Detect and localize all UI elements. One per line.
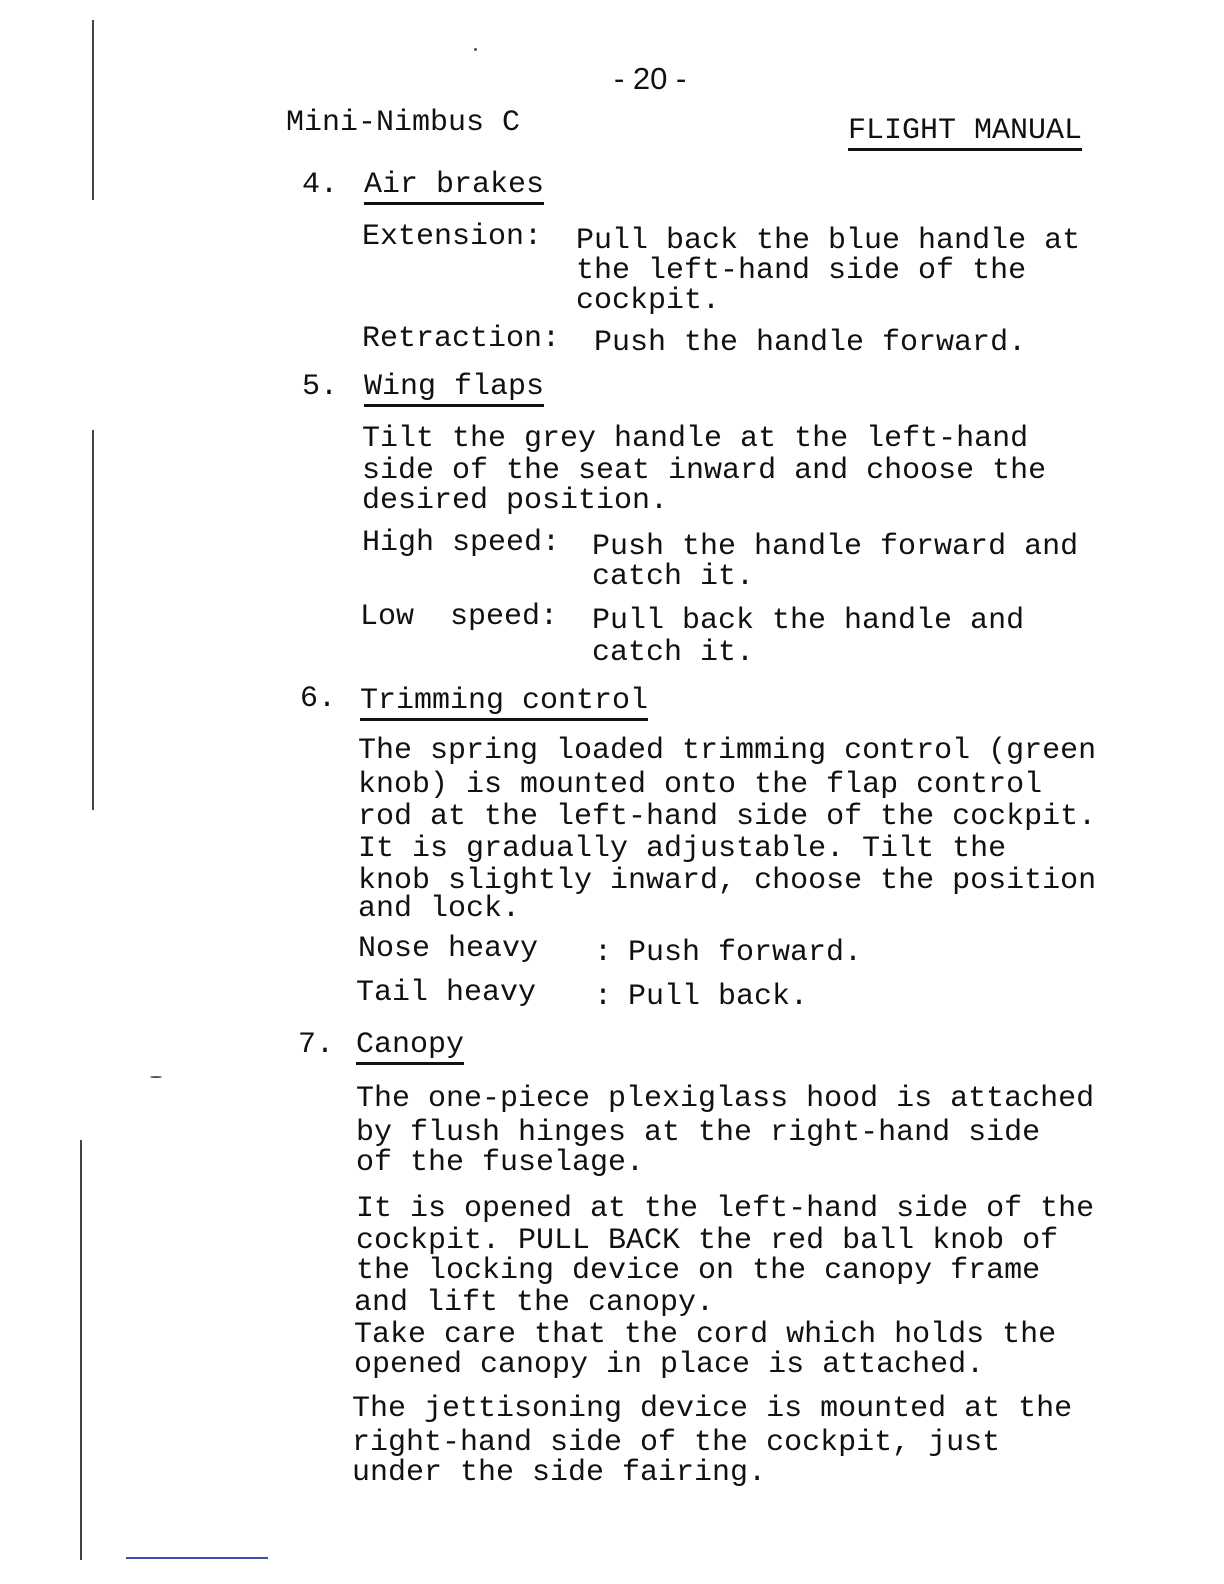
paragraph-line: side of the seat inward and choose the (362, 454, 1047, 488)
item-text: Pull back. (628, 980, 809, 1014)
paragraph-line: desired position. (362, 484, 669, 518)
section-number: 6. (300, 682, 337, 716)
item-separator: : (594, 936, 613, 970)
item-label: Retraction: (362, 322, 561, 356)
section-number: 5. (302, 370, 339, 404)
item-line: Push the handle forward. (594, 326, 1027, 360)
paragraph-line: cockpit. PULL BACK the red ball knob of (356, 1224, 1059, 1258)
section-number: 4. (302, 168, 339, 202)
paragraph-line: of the fuselage. (356, 1146, 645, 1180)
paragraph-line: and lock. (358, 892, 521, 926)
item-line: the left-hand side of the (576, 254, 1027, 288)
section-title: Wing flaps (364, 372, 544, 407)
margin-speck (150, 1076, 162, 1078)
binder-margin-line (92, 20, 94, 200)
paragraph-line: opened canopy in place is attached. (354, 1348, 985, 1382)
paragraph-line: Tilt the grey handle at the left-hand (362, 422, 1029, 456)
paragraph-line: The spring loaded trimming control (green (358, 734, 1097, 768)
section-title: Air brakes (364, 170, 544, 205)
item-text: Push forward. (628, 936, 863, 970)
paragraph-line: The jettisoning device is mounted at the (352, 1392, 1073, 1426)
item-label: Extension: (362, 220, 543, 254)
section-title: Trimming control (360, 686, 648, 721)
paragraph-line: and lift the canopy. (354, 1286, 715, 1320)
paragraph-line: knob) is mounted onto the flap control (358, 768, 1043, 802)
paragraph-line: It is gradually adjustable. Tilt the (358, 832, 1007, 866)
bottom-rule (126, 1557, 268, 1559)
margin-speck (474, 48, 477, 51)
paragraph-line: rod at the left-hand side of the cockpit. (358, 800, 1097, 834)
item-label: Nose heavy (358, 932, 539, 966)
paragraph-line: The one-piece plexiglass hood is attached (356, 1082, 1095, 1116)
paragraph-line: right-hand side of the cockpit, just (352, 1426, 1001, 1460)
item-line: catch it. (592, 560, 755, 594)
item-line: Push the handle forward and (592, 530, 1079, 564)
paragraph-line: Take care that the cord which holds the (354, 1318, 1057, 1352)
item-label: Low speed: (360, 600, 559, 634)
paragraph-line: It is opened at the left-hand side of the (356, 1192, 1095, 1226)
page-number: - 20 - (614, 61, 687, 96)
item-separator: : (594, 980, 613, 1014)
binder-margin-line (80, 1140, 82, 1560)
doc-title-left: Mini-Nimbus C (286, 106, 521, 140)
item-line: Pull back the handle and (592, 604, 1025, 638)
paragraph-line: the locking device on the canopy frame (356, 1254, 1041, 1288)
paragraph-line: under the side fairing. (352, 1456, 767, 1490)
section-title: Canopy (356, 1030, 464, 1065)
item-label: Tail heavy (356, 976, 537, 1010)
section-number: 7. (298, 1028, 335, 1062)
paragraph-line: knob slightly inward, choose the position (358, 864, 1097, 898)
item-label: High speed: (362, 526, 561, 560)
item-line: Pull back the blue handle at (576, 224, 1081, 258)
item-line: cockpit. (576, 284, 721, 318)
paragraph-line: by flush hinges at the right-hand side (356, 1116, 1041, 1150)
doc-title-right: FLIGHT MANUAL (848, 116, 1082, 151)
item-line: catch it. (592, 636, 755, 670)
binder-margin-line (92, 430, 94, 810)
